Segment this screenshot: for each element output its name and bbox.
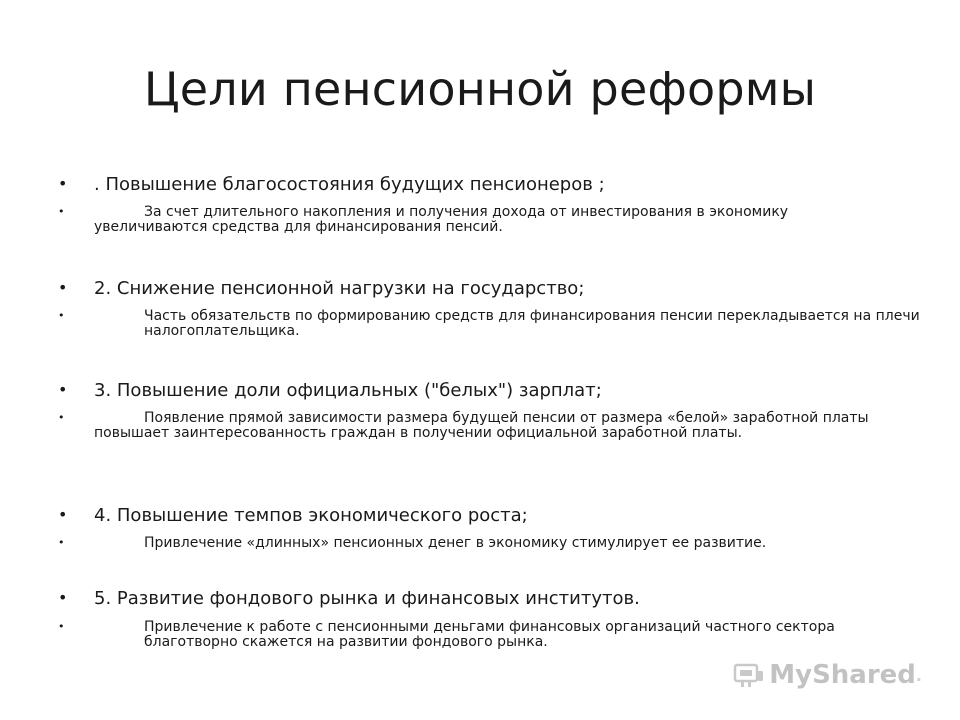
goal-description: Привлечение к работе с пенсионными деньгами финансовых организаций частного сектора благотворно скажется на развитии фондового рынка. [144,619,835,650]
goal-heading: 2. Снижение пенсионной нагрузки на государство; [94,278,585,299]
bullet-icon: • [58,588,68,607]
bullet-icon: • [58,536,65,549]
watermark-dot: . [915,665,922,685]
goal-heading: 3. Повышение доли официальных ("белых") зарплат; [94,380,602,401]
myshared-logo-icon [733,662,765,688]
bullet-icon: • [58,411,65,424]
watermark-text: MyShared [769,660,916,690]
bullet-icon: • [58,380,68,399]
goal-description: За счет длительного накопления и получения дохода от инвестирования в экономику увеличиваются средства для финансирования пенсий. [94,204,789,235]
goal-heading: . Повышение благосостояния будущих пенсионеров ; [94,174,605,195]
goal-heading: 5. Развитие фондового рынка и финансовых институтов. [94,588,640,609]
bullet-icon: • [58,278,68,297]
myshared-watermark [733,660,922,690]
slide-title: Цели пенсионной реформы [143,62,817,116]
goal-description: Часть обязательств по формированию средств для финансирования пенсии перекладывается на плечи налогоплательщика. [144,308,920,339]
bullet-icon: • [58,205,65,218]
goal-description: Привлечение «длинных» пенсионных денег в экономику стимулирует ее развитие. [144,535,767,551]
goal-description: Появление прямой зависимости размера будущей пенсии от размера «белой» заработной платы повышает заинтересованность граждан в получении официальной заработной платы. [94,410,869,441]
bullet-icon: • [58,620,65,633]
bullet-icon: • [58,174,68,193]
bullet-icon: • [58,309,65,322]
bullet-icon: • [58,505,68,524]
goal-heading: 4. Повышение темпов экономического роста; [94,505,528,526]
